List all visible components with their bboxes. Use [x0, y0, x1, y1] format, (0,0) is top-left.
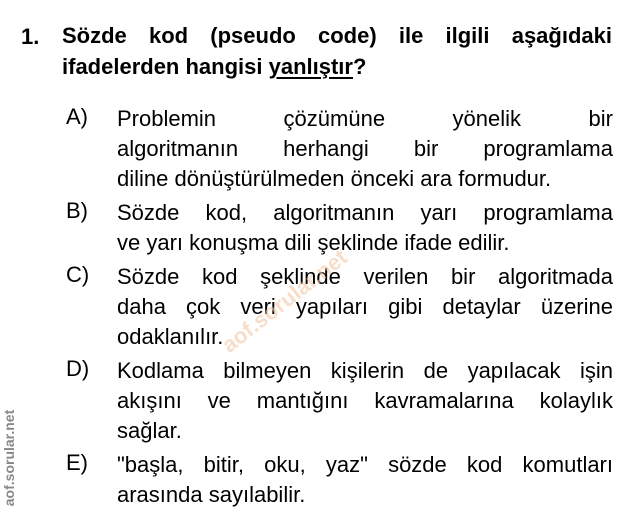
question-mark: ? [352, 54, 367, 79]
answer-option-e[interactable] [66, 450, 613, 510]
option-line: akışını ve mantığını kavramalarına kolaylık [117, 388, 613, 413]
option-line: Problemin çözümüne yönelik bir [117, 106, 613, 131]
question-text-part: ifadelerden hangisi [62, 54, 269, 79]
option-line: daha çok veri yapıları gibi detaylar üzerine [117, 294, 613, 319]
option-letter: B) [66, 198, 88, 223]
option-line: arasında sayılabilir. [117, 482, 306, 507]
option-letter: C) [66, 262, 90, 287]
option-line: Sözde kod, algoritmanın yarı programlama [117, 200, 613, 225]
answer-option-c[interactable] [66, 262, 613, 352]
question-line: Sözde kod (pseudo code) ile ilgili aşağıdaki [62, 23, 612, 48]
answer-option-a[interactable] [66, 104, 613, 194]
option-text [117, 356, 613, 446]
option-line: algoritmanın herhangi bir programlama [117, 136, 613, 161]
question-number: 1. [21, 24, 40, 49]
emphasis-word: yanlıştır [268, 54, 353, 79]
question-text [62, 20, 612, 82]
option-text [117, 450, 613, 510]
option-line: "başla, bitir, oku, yaz" sözde kod komutları [117, 452, 613, 477]
option-letter: A) [66, 104, 88, 129]
option-letter: D) [66, 356, 90, 381]
option-line: odaklanılır. [117, 324, 224, 349]
side-watermark: aof.sorular.net [1, 409, 17, 507]
answer-options [66, 104, 613, 514]
watermark: aof.sorular.net [216, 244, 352, 358]
option-line: diline dönüştürülmeden önceki ara formudur. [117, 166, 552, 191]
option-text [117, 198, 613, 258]
option-line: ve yarı konuşma dili şeklinde ifade edilir. [117, 230, 510, 255]
option-line: Sözde kod şeklinde verilen bir algoritmada [117, 264, 613, 289]
option-line: sağlar. [117, 418, 182, 443]
option-letter: E) [66, 450, 88, 475]
option-text [117, 104, 613, 194]
question-line [62, 51, 612, 82]
option-line: Kodlama bilmeyen kişilerin de yapılacak işin [117, 358, 613, 383]
answer-option-d[interactable] [66, 356, 613, 446]
option-text [117, 262, 613, 352]
